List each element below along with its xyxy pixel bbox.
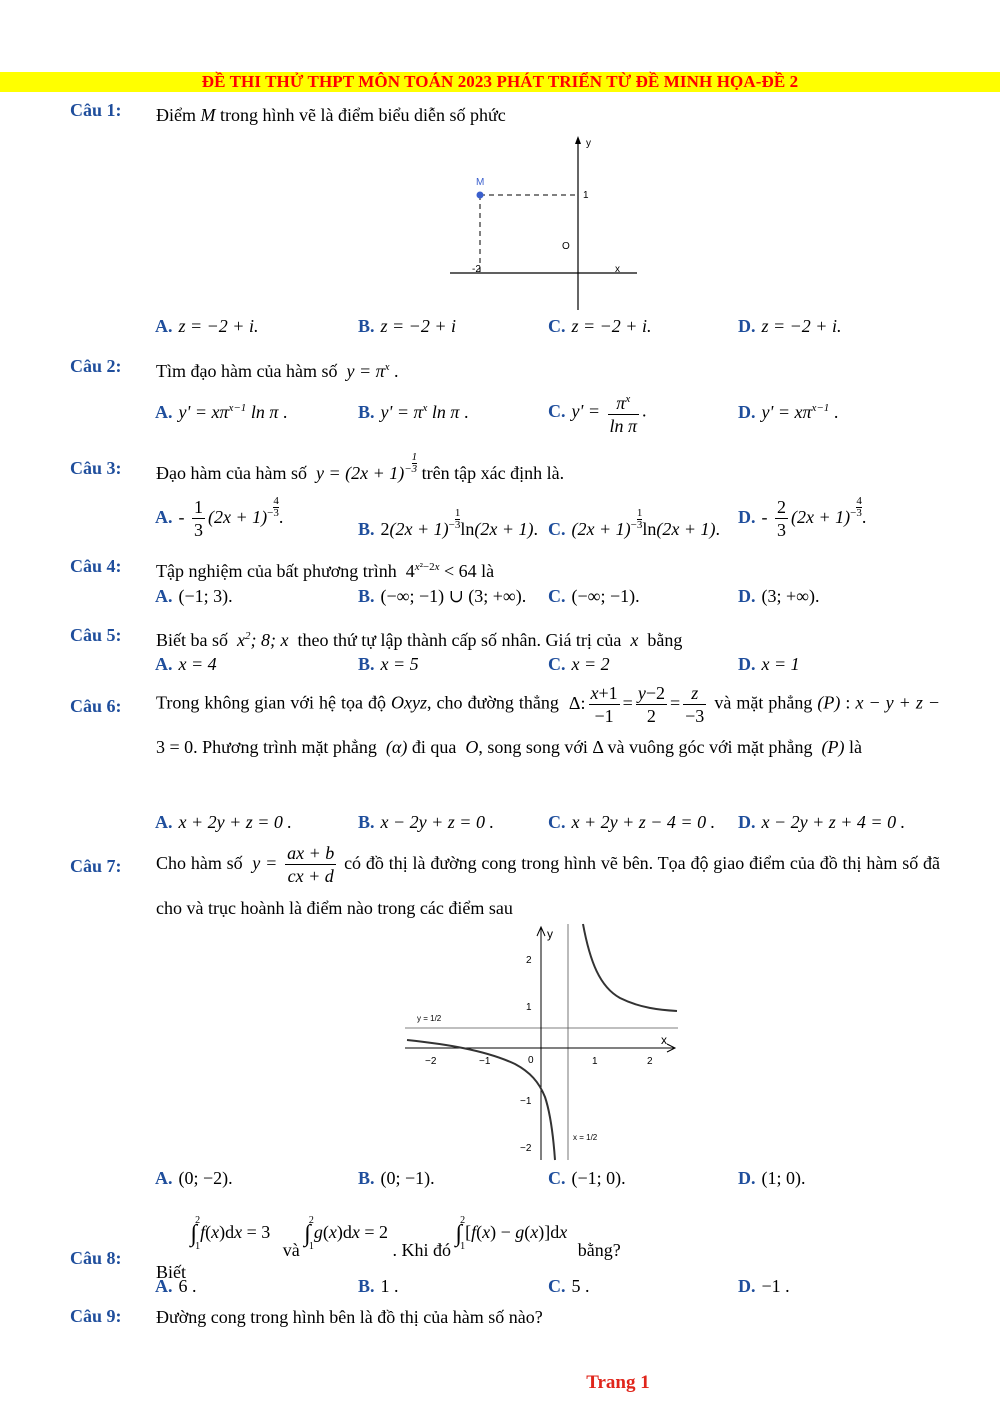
x-tick-label: −2 — [425, 1056, 437, 1067]
question-text — [156, 619, 940, 657]
option-label: C. — [548, 519, 566, 539]
math-var: O — [460, 737, 479, 757]
option-text: x + 2y + z = 0 . — [178, 812, 292, 832]
q5-option-d[interactable] — [738, 654, 800, 675]
option-text: x = 4 — [178, 654, 217, 674]
question-text-part: bằng? — [577, 1240, 621, 1261]
q3-option-a[interactable] — [155, 496, 283, 541]
question-number: Câu 8: — [70, 1248, 122, 1268]
option-label: C. — [548, 400, 566, 421]
question-text-part: trong hình vẽ là điểm biểu diễn số phức — [220, 105, 506, 125]
option-text: (2x + 1)− 1 3ln(2x + 1). — [571, 507, 720, 539]
q3-option-c[interactable] — [548, 508, 720, 540]
horizontal-asymptote-label: y = 1/2 — [417, 1014, 442, 1023]
option-label: A. — [155, 586, 173, 606]
q2-option-c[interactable]: C. y' = $\frac{\pi^x}{\text{ln π}}$ . — [548, 388, 647, 437]
y-tick-label: 2 — [526, 955, 532, 966]
option-label: C. — [548, 1168, 566, 1188]
x-axis-label: x — [661, 1033, 667, 1047]
question-number: Câu 6: — [70, 696, 122, 716]
math-var: Oxyz — [391, 692, 428, 713]
option-label: A. — [155, 812, 173, 832]
option-label: B. — [358, 402, 375, 422]
option-text: (1; 0). — [761, 1168, 806, 1188]
question-8-text — [156, 1208, 621, 1283]
q8-option-a[interactable] — [155, 1276, 197, 1297]
y-axis-label: y — [547, 927, 553, 941]
question-text: Tìm đạo hàm của hàm số $y = \pi^x$ . — [156, 361, 399, 381]
option-label: B. — [358, 519, 375, 539]
option-text: y' = $\frac{\pi^x}{\text{ln π}}$ — [572, 401, 643, 421]
math-var: M — [200, 105, 216, 125]
question-text-part: và mặt phẳng — [714, 692, 813, 713]
x-tick-label: 2 — [647, 1056, 653, 1067]
question-text-part: Tập nghiệm của bất phương trình — [156, 561, 397, 581]
question-number: Câu 7: — [70, 856, 122, 876]
option-label: B. — [358, 812, 375, 832]
q2-option-a[interactable]: A. $y' = x\pi^{x-1}$ ln π . — [155, 402, 288, 422]
question-text-part: , cho đường thẳng — [427, 692, 559, 713]
option-text: 6 . — [178, 1276, 197, 1296]
option-text: (−∞; −1). — [571, 586, 640, 606]
option-text: z = −2 + i. — [761, 316, 842, 336]
vertical-asymptote-label: x = 1/2 — [573, 1133, 598, 1142]
option-text: (0; −2). — [178, 1168, 233, 1188]
question-text-part: . Phương trình mặt phẳng — [193, 737, 377, 757]
question-number: Câu 2: — [70, 356, 122, 376]
option-label: D. — [738, 812, 756, 832]
page-footer: Trang 1 — [586, 1372, 650, 1393]
q7-option-a[interactable] — [155, 1168, 233, 1189]
question-text-part: theo thứ tự lập thành cấp số nhân. Giá trị của — [297, 630, 622, 650]
point-m — [477, 192, 484, 199]
x-tick-label: -2 — [472, 264, 481, 275]
q1-option-b[interactable] — [358, 316, 456, 337]
option-label: A. — [155, 654, 173, 674]
option-text: $y' = x\pi^{x-1}$ ln π — [178, 402, 279, 422]
y-axis-label: y — [586, 138, 591, 149]
option-label: D. — [738, 402, 756, 422]
question-text-part: trên tập xác định là. — [421, 463, 565, 483]
question-text-part: Cho hàm số — [156, 853, 243, 873]
option-text: $y' = \pi^x$ ln π — [380, 402, 460, 422]
q2-option-d[interactable]: D. $y' = x\pi^{x-1}$ . — [738, 402, 839, 422]
question-text-part: Biết — [156, 1262, 186, 1283]
question-text-part: là — [481, 561, 495, 581]
option-label: C. — [548, 586, 566, 606]
question-text-part: đi qua — [411, 737, 457, 757]
option-label: D. — [738, 586, 756, 606]
q4-option-a[interactable] — [155, 586, 233, 607]
option-label: A. — [155, 1276, 173, 1296]
question-text-part: Biết ba số — [156, 630, 228, 650]
q5-option-a[interactable] — [155, 654, 217, 675]
question-text-part: , song song với Δ và vuông góc với mặt phẳng — [478, 737, 813, 757]
line-equation: Δ: $\frac{x+1}{-1}$ = $\frac{y-2}{2}$ = $\frac{z}{-3}$ — [563, 683, 705, 726]
question-text-part: Trong không gian với hệ tọa độ — [156, 692, 387, 713]
question-text — [156, 550, 940, 588]
option-text: (−1; 3). — [178, 586, 233, 606]
option-label: C. — [548, 654, 566, 674]
q5-option-c[interactable] — [548, 654, 610, 675]
math-var: x — [625, 630, 643, 650]
question-text — [156, 682, 940, 767]
option-label: A. — [155, 507, 173, 527]
y-tick-label: −1 — [520, 1096, 532, 1107]
option-text: x = 2 — [571, 654, 610, 674]
option-label: C. — [548, 812, 566, 832]
option-text: x − 2y + z = 0 . — [380, 812, 494, 832]
q7-option-c[interactable] — [548, 1168, 626, 1189]
q3-option-d[interactable] — [738, 496, 866, 541]
q8-option-b[interactable] — [358, 1276, 399, 1297]
document-title-text: ĐỀ THI THỬ THPT MÔN TOÁN 2023 PHÁT TRIỂN TỪ ĐỀ MINH HỌA-ĐỀ 2 — [201, 72, 799, 91]
q1-option-a[interactable] — [155, 316, 258, 337]
option-text: $y' = x\pi^{x-1}$ — [761, 402, 830, 422]
option-label: D. — [738, 1168, 756, 1188]
document-title — [0, 72, 1000, 92]
q1-option-d[interactable] — [738, 316, 841, 337]
option-label: D. — [738, 316, 756, 336]
math-expression: $y = \pi^x$ — [341, 361, 390, 381]
curve-right-branch — [583, 924, 677, 1011]
option-text: z = −2 + i. — [178, 316, 259, 336]
option-text: z = −2 + i — [380, 316, 456, 336]
option-text: (−1; 0). — [571, 1168, 626, 1188]
question-text-part: Đạo hàm của hàm số — [156, 463, 307, 483]
question-number: Câu 3: — [70, 458, 122, 478]
q4-option-b[interactable] — [358, 586, 526, 607]
q6-option-d[interactable] — [738, 812, 905, 833]
question-text-part: Đường cong trong hình bên là đồ thị của hàm số nào? — [156, 1307, 543, 1327]
origin-label: O — [562, 241, 570, 252]
question-text-part: Điểm — [156, 105, 196, 125]
hyperbola-graph-figure — [405, 922, 680, 1162]
q8-option-d[interactable] — [738, 1276, 790, 1297]
option-label: D. — [738, 654, 756, 674]
option-label: A. — [155, 1168, 173, 1188]
option-label: C. — [548, 316, 566, 336]
option-label: C. — [548, 1276, 566, 1296]
math-expression: $x^2$; 8; x — [232, 630, 293, 650]
option-text: 5 . — [571, 1276, 590, 1296]
question-text — [156, 98, 940, 132]
math-expression: $4^{x^2-2x} < 64$ — [401, 561, 477, 581]
q6-option-b[interactable] — [358, 812, 494, 833]
option-text: x − 2y + z + 4 = 0 . — [761, 812, 906, 832]
option-label: B. — [358, 316, 375, 336]
question-text-part: là — [848, 737, 862, 757]
option-text: z = −2 + i. — [571, 316, 652, 336]
option-label: B. — [358, 1276, 375, 1296]
option-label: D. — [738, 1276, 756, 1296]
option-label: B. — [358, 586, 375, 606]
option-text: −1 . — [761, 1276, 790, 1296]
integral-g: ∫2 1g(x)dx = 2 — [304, 1215, 388, 1252]
question-text-part: . Khi đó — [392, 1240, 451, 1261]
q6-option-a[interactable] — [155, 812, 292, 833]
y-tick-label: 1 — [583, 190, 589, 201]
question-text-part: Tìm đạo hàm của hàm số — [156, 361, 338, 381]
question-number: Câu 1: — [70, 100, 122, 120]
integral-f: ∫2 1f(x)dx = 3 — [190, 1215, 271, 1252]
option-text: 2(2x + 1)− 1 3ln(2x + 1). — [380, 507, 538, 539]
integral-difference: ∫2 1[f(x) − g(x)]dx — [455, 1215, 568, 1252]
y-tick-label: −2 — [520, 1143, 532, 1154]
q1-option-c[interactable] — [548, 316, 651, 337]
q7-option-d[interactable] — [738, 1168, 806, 1189]
question-number: Câu 5: — [70, 625, 122, 645]
option-label: D. — [738, 507, 756, 527]
q2-option-b[interactable]: B. $y' = \pi^x$ ln π . — [358, 402, 469, 422]
option-text: (0; −1). — [380, 1168, 435, 1188]
option-text: 1 . — [380, 1276, 399, 1296]
x-tick-label: −1 — [479, 1056, 491, 1067]
option-text: (3; +∞). — [761, 586, 820, 606]
point-m-label: M — [476, 177, 485, 188]
option-text: - $\frac{1}{3}$ (2x + 1)− 4 3. — [178, 495, 284, 541]
origin-label: 0 — [528, 1055, 534, 1066]
option-text: x = 5 — [380, 654, 419, 674]
question-text-part: và — [282, 1240, 300, 1261]
option-text: (−∞; −1) ∪ (3; +∞). — [380, 586, 527, 606]
q3-option-b[interactable] — [358, 508, 538, 540]
math-var: (P) — [816, 737, 849, 757]
math-expression: y = (2x + 1)− 1 3 — [311, 451, 418, 483]
question-text — [156, 1300, 940, 1334]
question-text-part: có đồ thị là đường cong trong hình vẽ bên. Tọa độ giao điểm của đồ thị hàm số đã cho và trục hoành là điểm nào trong các điểm sau — [156, 853, 941, 919]
question-number: Câu 4: — [70, 556, 122, 576]
plane-equation: (P) : x − y + z − 3 = 0 — [156, 692, 940, 757]
q7-option-b[interactable] — [358, 1168, 435, 1189]
complex-plane-figure — [445, 132, 645, 312]
question-text-part: bằng — [647, 630, 683, 650]
y-tick-label: 1 — [526, 1002, 532, 1013]
math-expression: y = $\frac{ax + b}{cx + d}$ — [247, 843, 335, 887]
option-label: B. — [358, 654, 375, 674]
y-axis-arrow — [575, 136, 581, 144]
option-text: x = 1 — [761, 654, 800, 674]
math-var: (α) — [381, 737, 412, 757]
question-text — [156, 842, 940, 929]
option-label: B. — [358, 1168, 375, 1188]
q8-option-c[interactable] — [548, 1276, 590, 1297]
option-text: x + 2y + z − 4 = 0 . — [571, 812, 716, 832]
option-label: A. — [155, 316, 173, 336]
question-text — [156, 452, 940, 490]
q5-option-b[interactable] — [358, 654, 419, 675]
option-label: A. — [155, 402, 173, 422]
x-axis-label: x — [615, 264, 620, 275]
q4-option-d[interactable] — [738, 586, 819, 607]
option-text: - $\frac{2}{3}$ (2x + 1)− 4 3. — [761, 495, 867, 541]
x-tick-label: 1 — [592, 1056, 598, 1067]
question-number: Câu 9: — [70, 1306, 122, 1326]
q6-option-c[interactable] — [548, 812, 715, 833]
q4-option-c[interactable] — [548, 586, 640, 607]
